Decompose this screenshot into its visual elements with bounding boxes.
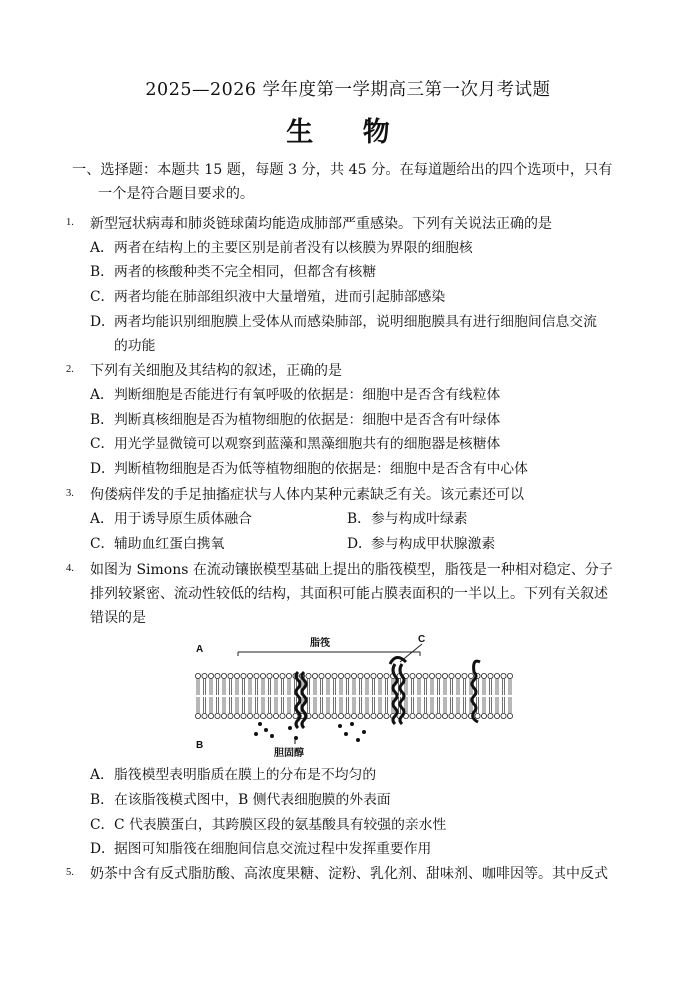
option-a [90, 236, 635, 260]
lipid-head [234, 713, 239, 718]
lipid-head [286, 673, 291, 678]
lipid-head [345, 713, 350, 718]
lipid-head [449, 673, 454, 678]
lipid-head [345, 673, 350, 678]
option-text: 判断细胞是否能进行有氧呼吸的依据是：细胞中是否含有线粒体 [114, 387, 501, 403]
option-text: 两者在结构上的主要区别是前者没有以核膜为界限的细胞核 [114, 240, 473, 256]
lipid-head [455, 673, 460, 678]
option-text: 判断真核细胞是否为植物细胞的依据是：细胞中是否含有叶绿体 [114, 412, 501, 428]
option-text: 据图可知脂筏在细胞间信息交流过程中发挥重要作用 [114, 841, 432, 857]
option-label: B． [90, 792, 114, 808]
lipid-head [384, 673, 389, 678]
option-c [90, 532, 340, 556]
label-side-a: A [196, 644, 204, 655]
lipid-head [202, 713, 207, 718]
lipid-head [358, 673, 363, 678]
lipid-head [462, 673, 467, 678]
lipid-head [429, 713, 434, 718]
option-text-cont: 的功能 [114, 338, 156, 354]
lipid-head [260, 713, 265, 718]
lipid-head [475, 713, 480, 718]
option-d [90, 837, 635, 861]
lipid-head [273, 673, 278, 678]
option-label: C． [90, 289, 115, 305]
lipid-head [332, 713, 337, 718]
option-label: D． [90, 461, 115, 477]
lipid-head [293, 713, 298, 718]
lipid-head [462, 713, 467, 718]
lipid-head [364, 713, 369, 718]
lipid-head [364, 673, 369, 678]
option-b [347, 507, 637, 531]
lipid-head [241, 713, 246, 718]
lipid-head [501, 713, 506, 718]
lipid-head [423, 713, 428, 718]
lipid-head [494, 713, 499, 718]
lipid-head [247, 673, 252, 678]
lipid-head [260, 673, 265, 678]
lipid-head [280, 673, 285, 678]
lipid-head [423, 673, 428, 678]
option-text: 两者均能识别细胞膜上受体从而感染肺部，说明细胞膜具有进行细胞间信息交流 [114, 314, 597, 330]
lipid-head [442, 673, 447, 678]
option-a [90, 383, 635, 407]
option-text: 在该脂筏模式图中，B 侧代表细胞膜的外表面 [114, 792, 391, 808]
question-number: 3. [66, 488, 74, 499]
lipid-head [319, 713, 324, 718]
option-a [90, 507, 340, 531]
option-label: B． [90, 412, 114, 428]
option-text: 用光学显微镜可以观察到蓝藻和黑藻细胞共有的细胞器是核糖体 [114, 436, 501, 452]
option-text: 两者的核酸种类不完全相同，但都含有核糖 [114, 264, 377, 280]
question-number: 1. [66, 217, 74, 228]
lipid-head [351, 673, 356, 678]
lipid-head [429, 673, 434, 678]
lipid-head [507, 673, 512, 678]
option-label: A. [90, 767, 105, 783]
option-b [90, 788, 635, 812]
option-c [90, 813, 635, 837]
lipid-head [501, 673, 506, 678]
option-label: C． [90, 536, 115, 552]
lipid-head [449, 713, 454, 718]
lipid-head [481, 713, 486, 718]
question-stem: 下列有关细胞及其结构的叙述，正确的是 [90, 363, 342, 379]
lipid-head [332, 673, 337, 678]
question-stem: 佝偻病伴发的手足抽搐症状与人体内某种元素缺乏有关。该元素还可以 [90, 487, 524, 503]
lipid-head [384, 713, 389, 718]
membrane-diagram [190, 632, 520, 760]
option-c [90, 432, 635, 456]
option-label: D． [90, 841, 115, 857]
lipid-head [488, 713, 493, 718]
lipid-head [208, 673, 213, 678]
option-d [347, 532, 637, 556]
lipid-head [338, 713, 343, 718]
lipid-head [254, 673, 259, 678]
option-a [90, 763, 635, 787]
lipid-head [254, 713, 259, 718]
lipid-head [410, 713, 415, 718]
question-number: 5. [66, 867, 74, 878]
question-number: 2. [66, 364, 74, 375]
option-d [90, 457, 635, 481]
lipid-head [325, 673, 330, 678]
lipid-head [202, 673, 207, 678]
lipid-head [371, 713, 376, 718]
option-label: A． [90, 387, 114, 403]
section-line-1: 一、选择题：本题共 15 题，每题 3 分，共 45 分。在每道题给出的四个选项中，只有 [72, 162, 613, 178]
option-b [90, 260, 635, 284]
option-label: D． [347, 536, 372, 552]
option-d [90, 310, 635, 358]
question-stem-line-3: 错误的是 [90, 610, 146, 626]
lipid-head [234, 673, 239, 678]
label-lipid-raft: 脂筏 [310, 638, 330, 649]
lipid-head [377, 673, 382, 678]
lipid-head [416, 713, 421, 718]
lipid-head [286, 713, 291, 718]
option-label: C． [90, 817, 115, 833]
lipid-head [416, 673, 421, 678]
lipid-raft-figure [190, 632, 520, 760]
option-text: 参与构成叶绿素 [371, 511, 468, 527]
lipid-head [442, 713, 447, 718]
question-stem-line-1: 如图为 Simons 在流动镶嵌模型基础上提出的脂筏模型，脂筏是一种相对稳定、分子 [90, 562, 613, 578]
option-label: A． [90, 240, 114, 256]
question-stem: 奶茶中含有反式脂肪酸、高浓度果糖、淀粉、乳化剂、甜味剂、咖啡因等。其中反式 [90, 866, 608, 882]
option-text: 参与构成甲状腺激素 [371, 536, 496, 552]
lipid-head [267, 673, 272, 678]
option-text: C 代表膜蛋白，其跨膜区段的氨基酸具有较强的亲水性 [114, 817, 447, 833]
lipid-head [195, 673, 200, 678]
exam-title: 2025—2026 学年度第一学期高三第一次月考试题 [145, 80, 551, 100]
lipid-head [228, 673, 233, 678]
option-text: 判断植物细胞是否为低等植物细胞的依据是：细胞中是否含有中心体 [114, 461, 528, 477]
option-label: B． [347, 511, 371, 527]
lipid-head [481, 673, 486, 678]
section-line-2: 一个是符合题目要求的。 [98, 186, 255, 202]
lipid-head [351, 713, 356, 718]
option-label: A． [90, 511, 114, 527]
lipid-head [312, 713, 317, 718]
lipid-head [494, 673, 499, 678]
lipid-head [195, 713, 200, 718]
question-stem: 新型冠状病毒和肺炎链球菌均能造成肺部严重感染。下列有关说法正确的是 [90, 216, 552, 232]
lipid-head [325, 713, 330, 718]
lipid-head [306, 673, 311, 678]
lipid-head [273, 713, 278, 718]
lipid-head [377, 713, 382, 718]
lipid-head [488, 673, 493, 678]
label-cholesterol: 胆固醇 [274, 748, 304, 759]
lipid-head [436, 673, 441, 678]
subject-title: 生 物 [286, 117, 410, 148]
lipid-head [208, 713, 213, 718]
lipid-head [312, 673, 317, 678]
lipid-head [455, 713, 460, 718]
lipid-head [280, 713, 285, 718]
lipid-head [358, 713, 363, 718]
lipid-head [228, 713, 233, 718]
lipid-head [221, 713, 226, 718]
section-instructions [72, 158, 632, 206]
lipid-head [241, 673, 246, 678]
lipid-head [436, 713, 441, 718]
lipid-head [215, 713, 220, 718]
lipid-head [338, 673, 343, 678]
lipid-head [319, 673, 324, 678]
label-side-b: B [196, 740, 204, 751]
lipid-head [221, 673, 226, 678]
label-protein-c: C [418, 634, 426, 645]
lipid-head [410, 673, 415, 678]
option-b [90, 408, 635, 432]
lipid-head [468, 673, 473, 678]
lipid-head [507, 713, 512, 718]
question-number: 4. [66, 563, 74, 574]
lipid-head [215, 673, 220, 678]
lipid-head [371, 673, 376, 678]
option-label: B． [90, 264, 114, 280]
option-text: 用于诱导原生质体融合 [114, 511, 252, 527]
lipid-head [267, 713, 272, 718]
option-text: 辅助血红蛋白携氧 [114, 536, 225, 552]
option-c [90, 285, 635, 309]
option-label: C． [90, 436, 115, 452]
option-text: 脂筏模型表明脂质在膜上的分布是不均匀的 [114, 767, 377, 783]
lipid-head [247, 713, 252, 718]
option-text: 两者均能在肺部组织液中大量增殖，进而引起肺部感染 [114, 289, 446, 305]
option-label: D． [90, 314, 115, 330]
question-stem-line-2: 排列较紧密、流动性较低的结构，其面积可能占膜表面积的一半以上。下列有关叙述 [90, 586, 608, 602]
